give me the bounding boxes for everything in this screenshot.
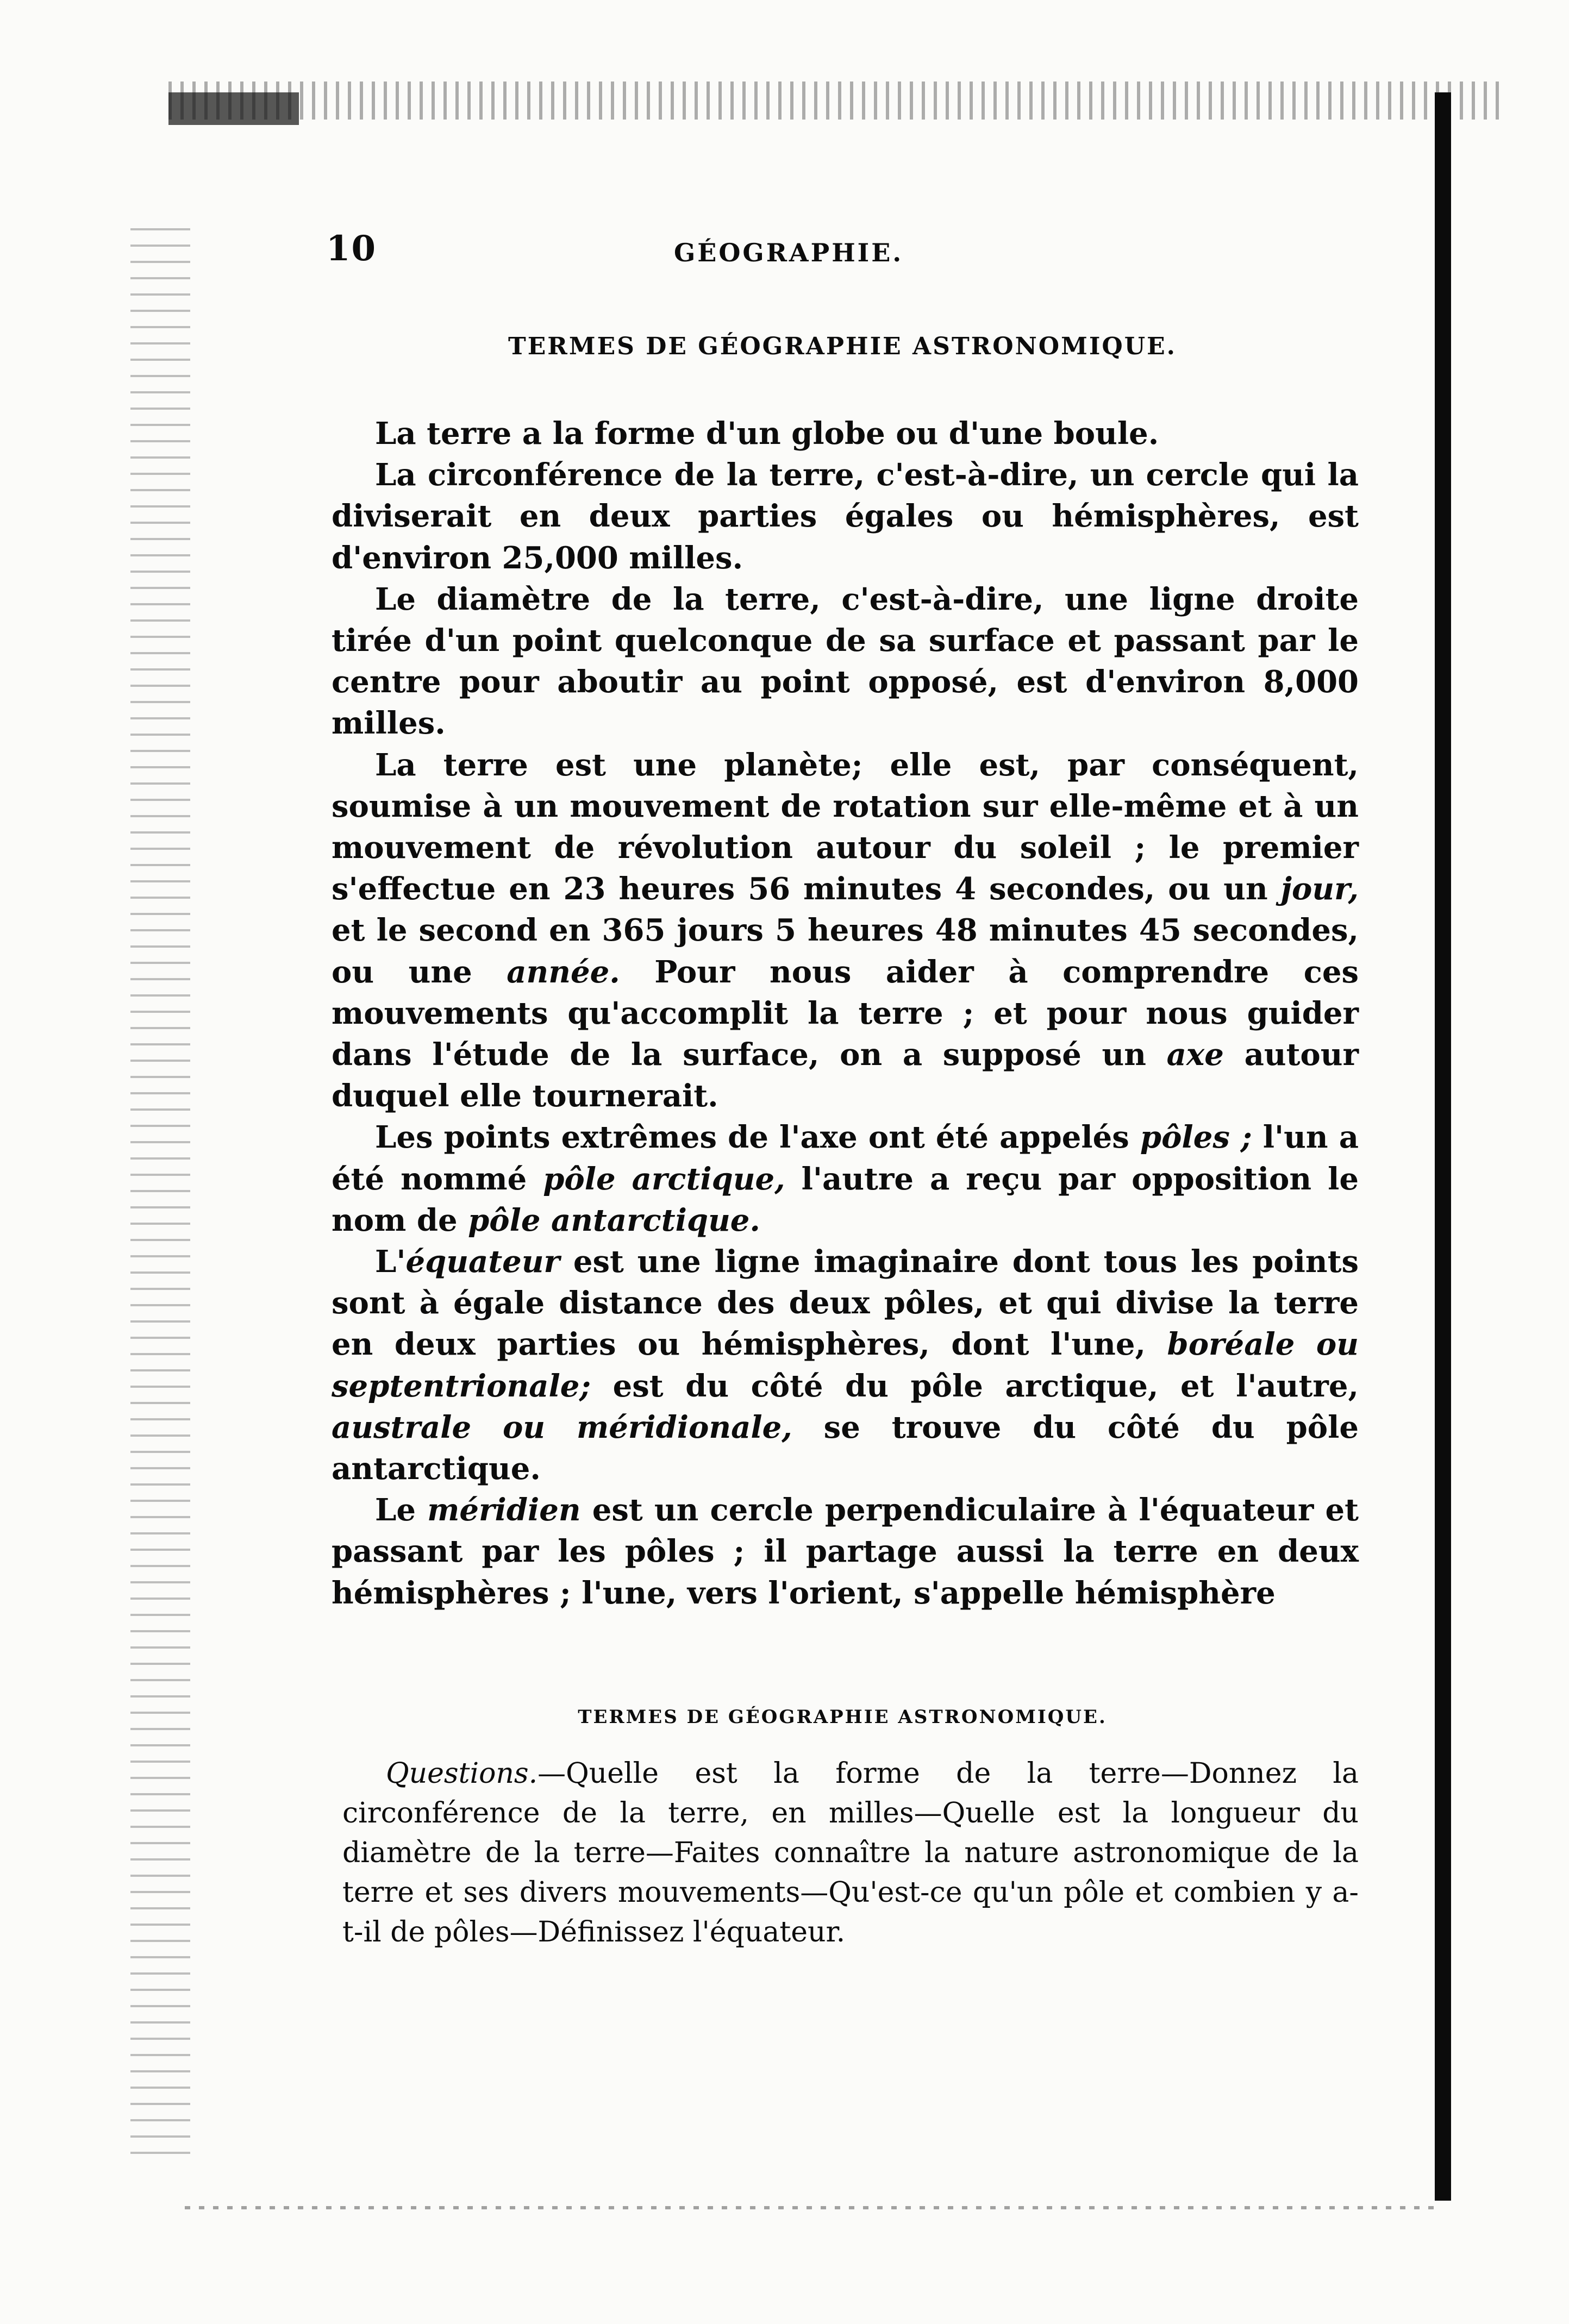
text-run: Le — [375, 1492, 428, 1529]
scan-edge-top — [168, 82, 1500, 120]
scan-edge-bottom — [185, 2206, 1435, 2209]
term-boreale: boréale ou septentrionale; — [332, 1326, 1359, 1404]
running-title: GÉOGRAPHIE. — [674, 238, 904, 267]
term-australe: australe ou méridionale, — [332, 1409, 792, 1445]
paragraph-circumference: La circonférence de la terre, c'est-à-dire, un cercle qui la diviserait en deux parties égales ou hémisphères, est d'environ 25,000 milles. — [332, 457, 1359, 576]
running-head — [326, 228, 1359, 283]
questions-heading: TERMES DE GÉOGRAPHIE ASTRONOMIQUE. — [578, 1706, 1107, 1728]
term-equateur: équateur — [405, 1244, 560, 1280]
text-run: est du côté du pôle arctique, et l'autre, — [591, 1368, 1359, 1404]
text-run: l'un a été nommé — [332, 1119, 1359, 1197]
paragraph-diameter: Le diamètre de la terre, c'est-à-dire, une ligne droite tirée d'un point quelconque de sa surface et passant par le centre pour aboutir au point opposé, est d'environ 8,000 milles. — [332, 581, 1359, 742]
term-axe: axe — [1166, 1037, 1224, 1073]
term-meridien: méridien — [427, 1492, 581, 1529]
term-annee: année. — [507, 954, 620, 990]
main-text — [332, 413, 1359, 1614]
page-number: 10 — [326, 228, 377, 269]
term-pole-arctique: pôle arctique, — [543, 1161, 785, 1197]
paragraph-globe: La terre a la forme d'un globe ou d'une boule. — [375, 416, 1159, 452]
text-run: Les points extrêmes de l'axe ont été appelés — [375, 1119, 1140, 1156]
questions-label: Questions. — [386, 1757, 538, 1790]
scan-edge-right — [1435, 92, 1451, 2201]
scan-edge-left — [130, 228, 190, 2163]
paragraph-meridian — [332, 1489, 1359, 1614]
section-heading: TERMES DE GÉOGRAPHIE ASTRONOMIQUE. — [508, 333, 1177, 360]
text-run: se trouve du côté du pôle antarctique. — [332, 1409, 1359, 1487]
text-run: La terre est une planète; elle est, par conséquent, soumise à un mouvement de rotation sur elle-même et à un mouvement de révolution autour du soleil ; le premier s'effectue en 23 heures 56 minutes 4 secondes, ou un — [332, 747, 1359, 907]
paragraph-poles — [332, 1117, 1359, 1241]
questions-paragraph — [342, 1754, 1359, 1952]
scan-edge-top-corner — [168, 92, 299, 125]
text-run: Pour nous aider à comprendre ces mouvements qu'accomplit la terre ; et pour nous guider dans l'étude de la surface, on a supposé un — [332, 954, 1359, 1073]
questions-text: —Quelle est la forme de la terre—Donnez la circonférence de la terre, en milles—Quelle est la longueur du diamètre de la terre—Faites connaître la nature astronomique de la terre et ses divers mouvements—Qu'est-ce qu'un pôle et combien y a-t-il de pôles—Définissez l'équateur. — [342, 1757, 1359, 1949]
text-run: l'autre a reçu par opposition le nom de — [332, 1161, 1359, 1238]
text-run: et le second en 365 jours 5 heures 48 minutes 45 secondes, ou une — [332, 912, 1359, 990]
term-jour: jour, — [1280, 871, 1359, 907]
questions-block — [342, 1754, 1359, 1952]
term-pole-antarctique: pôle antarctique. — [468, 1202, 760, 1238]
text-run: est un cercle perpendiculaire à l'équateur et passant par les pôles ; il partage aussi la terre en deux hémisphères ; l'une, vers l'orient, s'appelle hémisphère — [332, 1492, 1359, 1611]
text-run: est une ligne imaginaire dont tous les points sont à égale distance des deux pôles, et qui divise la terre en deux parties ou hémisphères, dont l'une, — [332, 1244, 1359, 1363]
paragraph-planet — [332, 744, 1359, 1117]
text-run: L' — [375, 1244, 406, 1280]
text-run: autour duquel elle tournerait. — [332, 1037, 1359, 1114]
term-poles: pôles ; — [1140, 1119, 1252, 1156]
paragraph-equator — [332, 1241, 1359, 1489]
